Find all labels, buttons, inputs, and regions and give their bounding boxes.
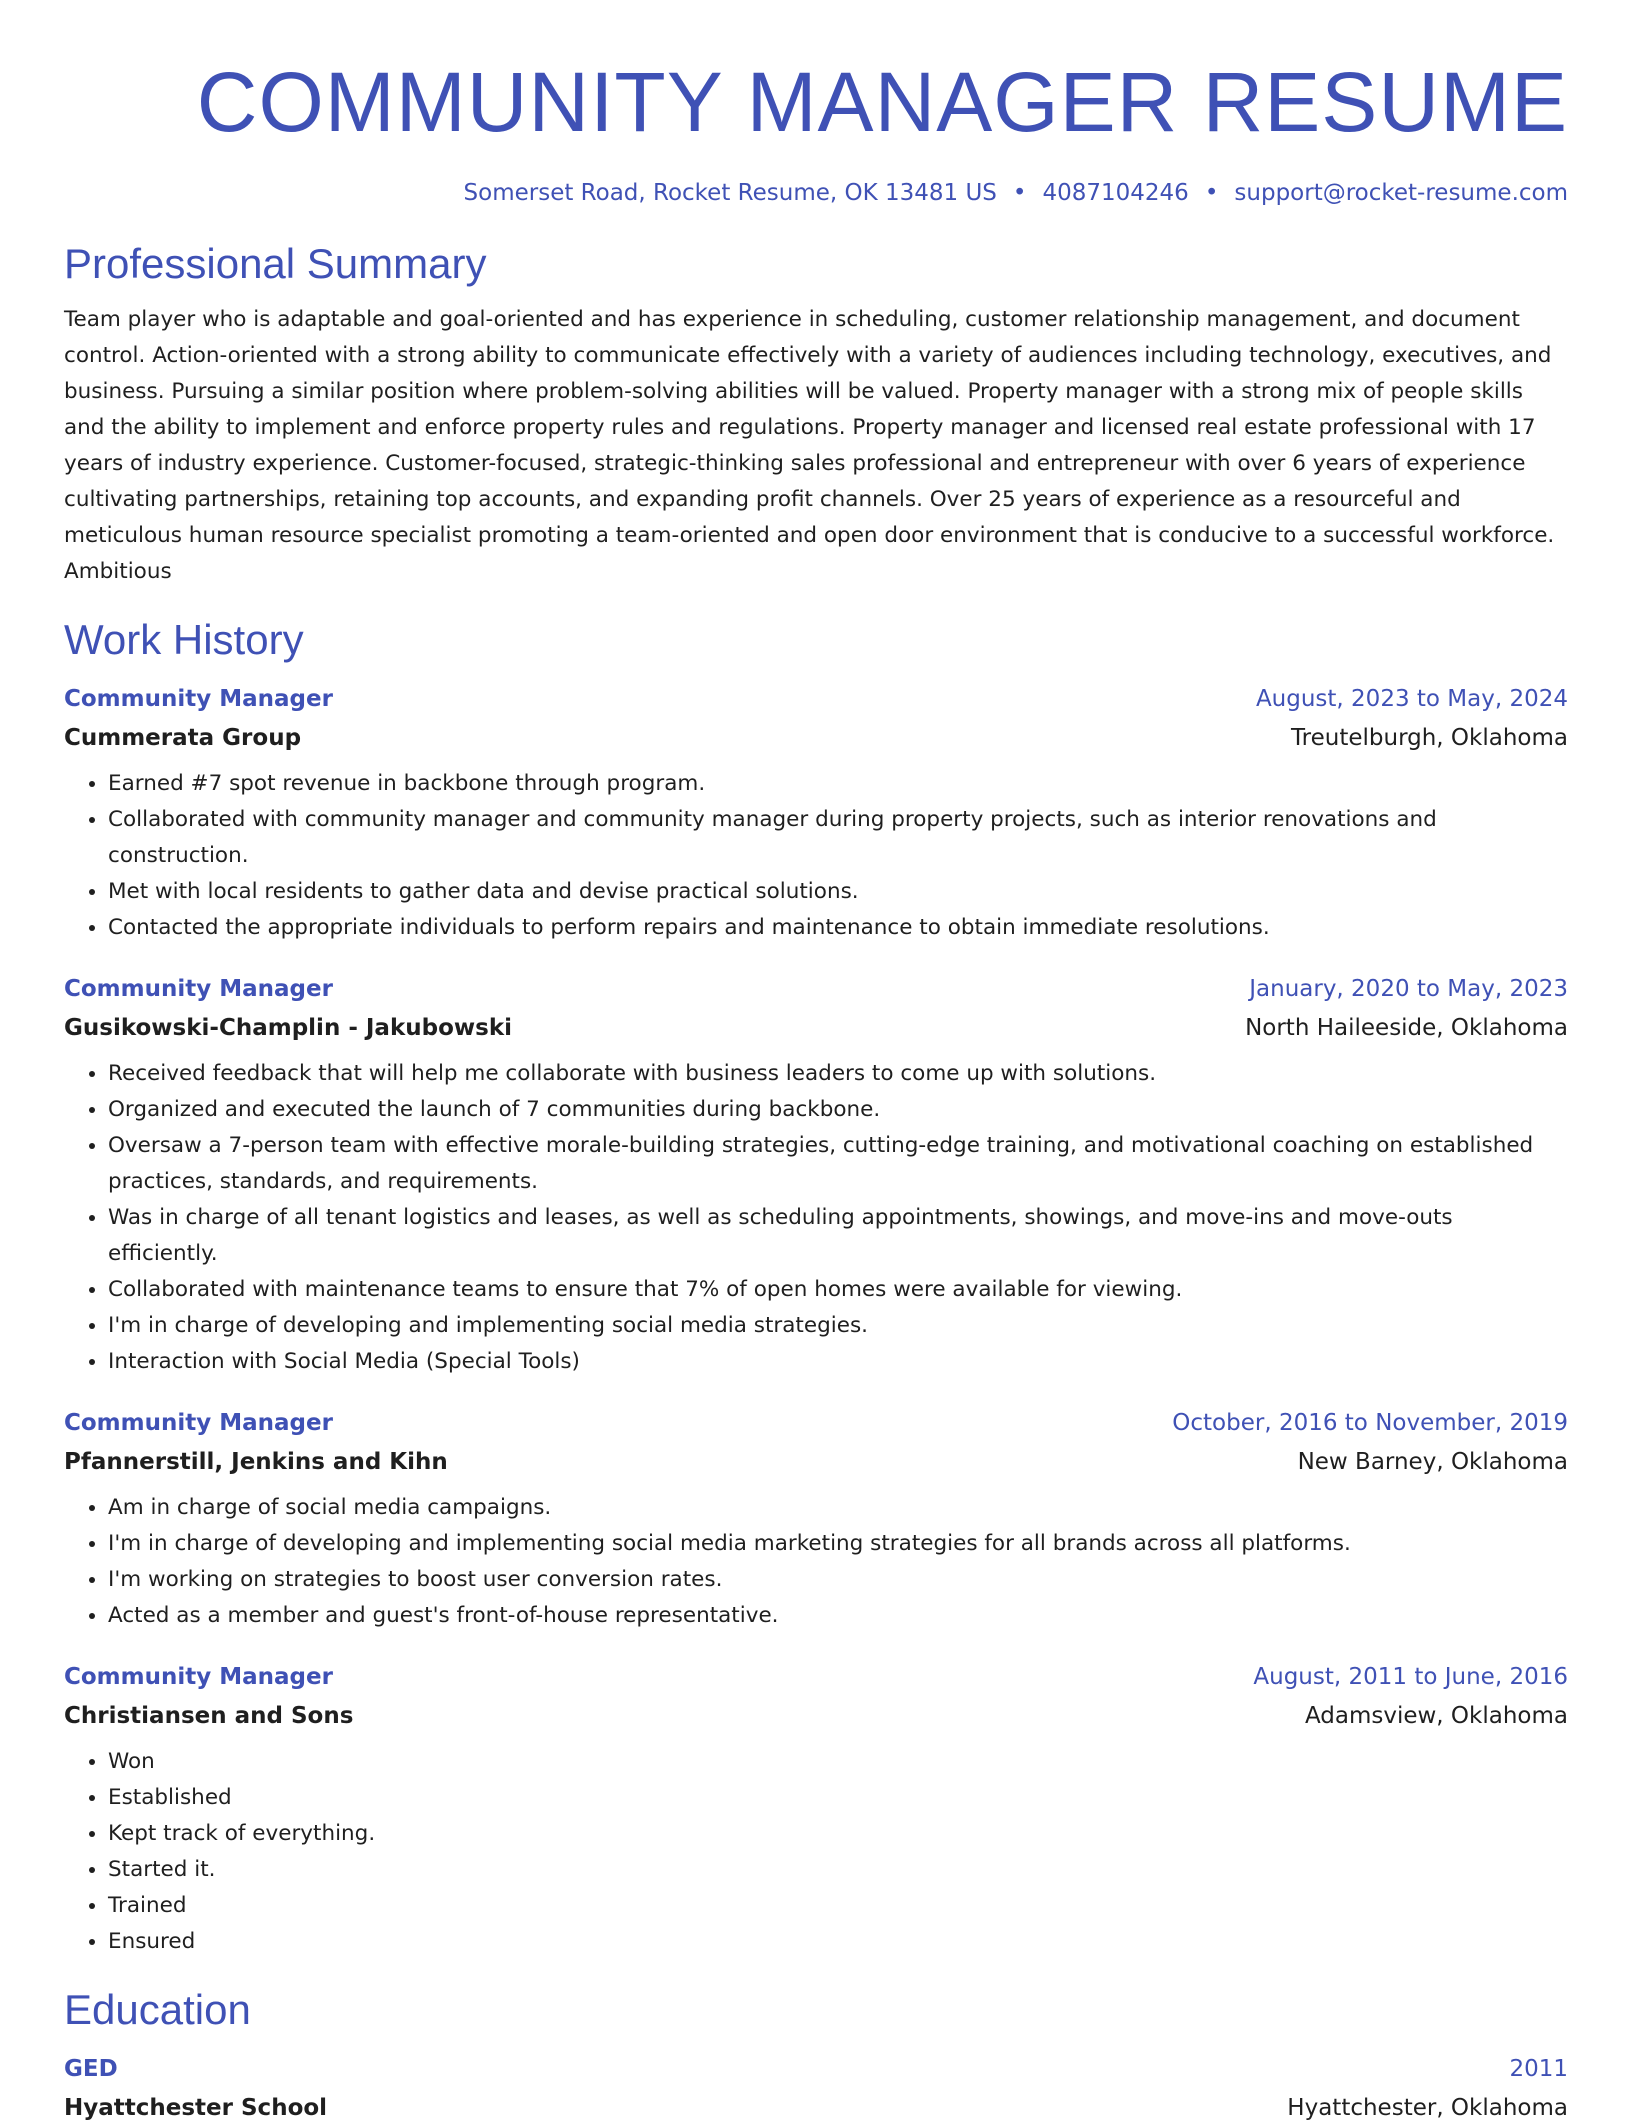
job-location: North Haileeside, Oklahoma [1245, 1015, 1568, 1041]
job-bullet: • I'm in charge of developing and implementing social media strategies. [108, 1308, 1568, 1344]
work-history-heading: Work History [64, 616, 304, 663]
job-company: Pfannerstill, Jenkins and Kihn [64, 1449, 448, 1475]
job-bullet: • Organized and executed the launch of 7 communities during backbone. [108, 1092, 1568, 1128]
contact-line [64, 178, 1568, 208]
job-bullet: • Kept track of everything. [108, 1816, 1568, 1852]
job-location: New Barney, Oklahoma [1297, 1449, 1568, 1475]
job-dates: August, 2011 to June, 2016 [1253, 1664, 1568, 1690]
summary-heading: Professional Summary [64, 240, 487, 287]
resume-title: COMMUNITY MANAGER RESUME [196, 55, 1568, 149]
resume-header [64, 52, 1568, 208]
job-bullets [64, 1744, 1568, 1960]
job-company: Gusikowski-Champlin - Jakubowski [64, 1015, 513, 1041]
job-bullet: • Collaborated with community manager and community manager during property projects, such as interior renovations and construction. [108, 802, 1568, 874]
job-bullet: • Trained [108, 1888, 1568, 1924]
job-bullets [64, 1056, 1568, 1380]
job-bullet: • Contacted the appropriate individuals to perform repairs and maintenance to obtain immediate resolutions. [108, 910, 1568, 946]
education-school: Hyattchester School [64, 2095, 328, 2121]
contact-phone: 4087104246 [1042, 180, 1189, 206]
job-entry [64, 1658, 1568, 1960]
job-company: Christiansen and Sons [64, 1703, 354, 1729]
job-bullets [64, 766, 1568, 946]
job-entry [64, 680, 1568, 946]
job-bullet: • Collaborated with maintenance teams to ensure that 7% of open homes were available for viewing. [108, 1272, 1568, 1308]
contact-separator: • [1204, 180, 1219, 206]
summary-text: Team player who is adaptable and goal-oriented and has experience in scheduling, customer relationship management, and document control. Action-oriented with a strong ability to communicate effectively with a variety of audiences including technology, executives, and business. Pursuing a similar position where problem-solving abilities will be valued. Property manager with a strong mix of people skills and the ability to implement and enforce property rules and regulations. Property manager and licensed real estate professional with 17 years of industry experience. Customer-focused, strategic-thinking sales professional and entrepreneur with over 6 years of experience cultivating partnerships, retaining top accounts, and expanding profit channels. Over 25 years of experience as a resourceful and meticulous human resource specialist promoting a team-oriented and open door environment that is conducive to a successful workforce. Ambitious [64, 307, 1555, 584]
job-company: Cummerata Group [64, 725, 302, 751]
contact-email: support@rocket-resume.com [1234, 180, 1568, 206]
job-bullet: • Earned #7 spot revenue in backbone through program. [108, 766, 1568, 802]
job-bullets [64, 1490, 1568, 1634]
job-bullet: • Received feedback that will help me collaborate with business leaders to come up with solutions. [108, 1056, 1568, 1092]
education-entry [64, 2050, 1568, 2128]
job-bullet: • Ensured [108, 1924, 1568, 1960]
job-bullet: • Was in charge of all tenant logistics and leases, as well as scheduling appointments, showings, and move-ins and move-outs efficiently. [108, 1200, 1568, 1272]
education-degree: GED [64, 2056, 118, 2082]
job-bullet: • Oversaw a 7-person team with effective morale-building strategies, cutting-edge training, and motivational coaching on established practices, standards, and requirements. [108, 1128, 1568, 1200]
contact-separator: • [1012, 180, 1027, 206]
job-bullet: • Established [108, 1780, 1568, 1816]
contact-address: Somerset Road, Rocket Resume, OK 13481 US [463, 180, 997, 206]
job-bullet: • I'm in charge of developing and implementing social media marketing strategies for all brands across all platforms. [108, 1526, 1568, 1562]
job-dates: August, 2023 to May, 2024 [1255, 686, 1568, 712]
job-dates: October, 2016 to November, 2019 [1172, 1410, 1568, 1436]
job-bullet: • Met with local residents to gather data and devise practical solutions. [108, 874, 1568, 910]
job-entry [64, 1404, 1568, 1634]
job-bullet: • Interaction with Social Media (Special Tools) [108, 1344, 1568, 1380]
job-location: Adamsview, Oklahoma [1304, 1703, 1568, 1729]
job-dates: January, 2020 to May, 2023 [1249, 976, 1568, 1002]
job-title: Community Manager [64, 1664, 333, 1690]
job-title: Community Manager [64, 1410, 333, 1436]
job-title: Community Manager [64, 686, 333, 712]
job-bullet: • Am in charge of social media campaigns. [108, 1490, 1568, 1526]
job-bullet: • Won [108, 1744, 1568, 1780]
job-title: Community Manager [64, 976, 333, 1002]
job-bullet: • Acted as a member and guest's front-of-house representative. [108, 1598, 1568, 1634]
job-bullet: • I'm working on strategies to boost user conversion rates. [108, 1562, 1568, 1598]
job-location: Treutelburgh, Oklahoma [1291, 725, 1568, 751]
education-heading: Education [64, 1986, 251, 2033]
education-location: Hyattchester, Oklahoma [1287, 2095, 1568, 2121]
job-bullet: • Started it. [108, 1852, 1568, 1888]
education-year: 2011 [1509, 2056, 1568, 2082]
job-entry [64, 970, 1568, 1380]
